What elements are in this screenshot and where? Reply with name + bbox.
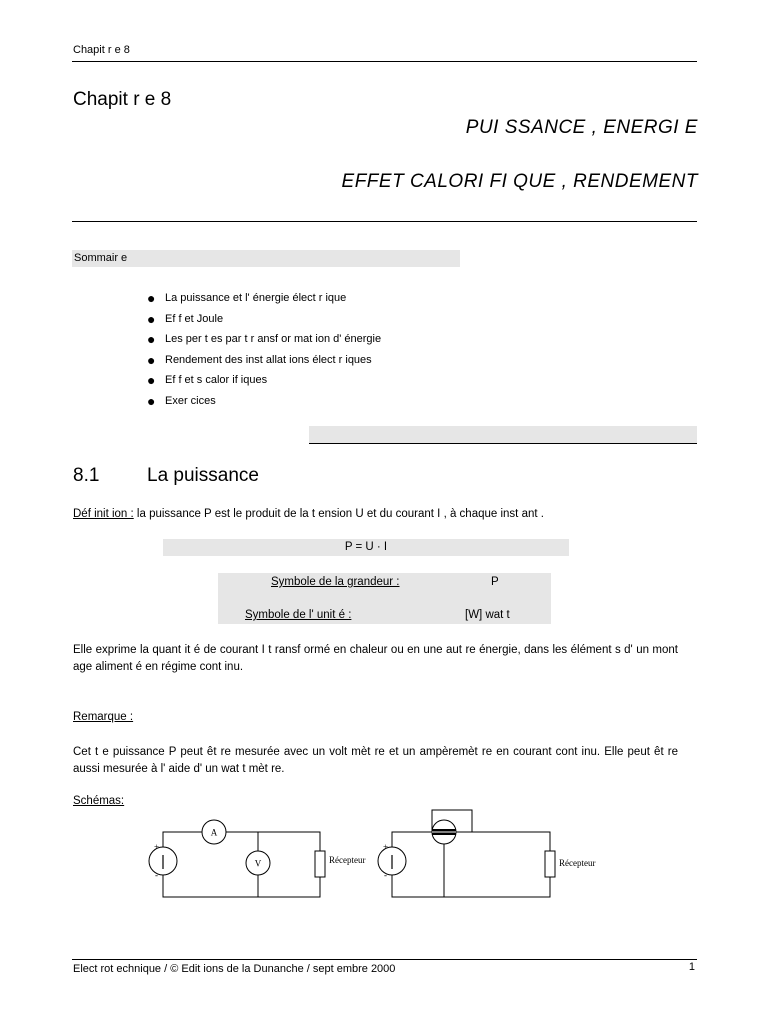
list-item: ● La puissance et l' énergie élect r ique (147, 290, 347, 306)
title-rule (72, 221, 697, 222)
list-item: ● Ef f et Joule (147, 310, 224, 327)
bullet-icon: ● (147, 310, 156, 327)
wire (163, 832, 202, 847)
bullet-icon: ● (147, 372, 156, 389)
receiver2-label: Récepteur (559, 858, 596, 868)
receiver-icon (315, 851, 325, 877)
minus-label: - (384, 870, 387, 880)
wire (163, 832, 320, 897)
section-title: La puissance (147, 465, 259, 486)
list-item: ● Exer cices (147, 392, 216, 409)
circuit-diagrams (140, 805, 620, 905)
definition-text: la puissance P est le produit de la t ension U et du courant I , à chaque inst ant . (133, 508, 544, 520)
unit-symbol-value: [W] wat t (465, 609, 510, 621)
chapter-title-line2: EFFET CALORI FI QUE , RENDEMENT (341, 171, 698, 192)
plus-label: + (383, 842, 389, 852)
summary-list (145, 288, 381, 412)
list-item: ● Ef f et s calor if iques (147, 372, 268, 389)
summary-end-rule (309, 443, 697, 444)
bullet-icon: ● (147, 351, 156, 368)
remark-text: Cet t e puissance P peut êt re mesurée avec un volt mèt re et un ampèremèt re en courant cont inu. Elle peut êt re aussi mesurée à l' aide d' un wat t mèt re. (73, 746, 678, 775)
unit-symbol-label: Symbole de l' unit é : (245, 609, 352, 621)
receiver1-label: Récepteur (329, 855, 366, 865)
paragraph-1: Elle exprime la quant it é de courant I t ransf ormé en chaleur ou en une aut re énergie, dans les élément s d' un mont age aliment é en régime cont inu. (73, 644, 678, 673)
plus-label: + (154, 842, 160, 852)
summary-heading: Sommair e (72, 250, 460, 267)
ammeter-label: A (210, 827, 218, 838)
bullet-icon: ● (147, 290, 156, 306)
running-header: Chapit r e 8 (73, 44, 130, 56)
bullet-icon: ● (147, 331, 156, 348)
footer-text: Elect rot echnique / © Edit ions de la Dunanche / sept embre 2000 (73, 963, 396, 975)
header-rule (72, 61, 697, 62)
quantity-symbol-label: Symbole de la grandeur : (271, 576, 400, 588)
definition (73, 508, 544, 520)
remark-label: Remarque : (73, 711, 134, 723)
formula: P = U · I (163, 539, 569, 556)
summary-end-bar (309, 426, 697, 443)
minus-label: - (155, 870, 158, 880)
page-number: 1 (688, 961, 695, 973)
footer-rule (72, 959, 697, 960)
list-item: ● Les per t es par t r ansf or mat ion d' énergie (147, 331, 382, 348)
quantity-symbol-value: P (491, 576, 499, 588)
wire (392, 832, 432, 847)
list-item: ● Rendement des inst allat ions élect r iques (147, 351, 372, 368)
chapter-label: Chapit r e 8 (73, 89, 172, 110)
receiver-icon (545, 851, 555, 877)
chapter-title-line1: PUI SSANCE , ENERGI E (465, 117, 698, 138)
section-number: 8.1 (73, 465, 100, 486)
schemas-label: Schémas: (73, 795, 125, 807)
wire (392, 832, 550, 897)
symbols-box (218, 573, 551, 624)
bullet-icon: ● (147, 392, 156, 409)
voltmeter-label: V (254, 858, 262, 869)
definition-label: Déf init ion : (73, 508, 134, 520)
